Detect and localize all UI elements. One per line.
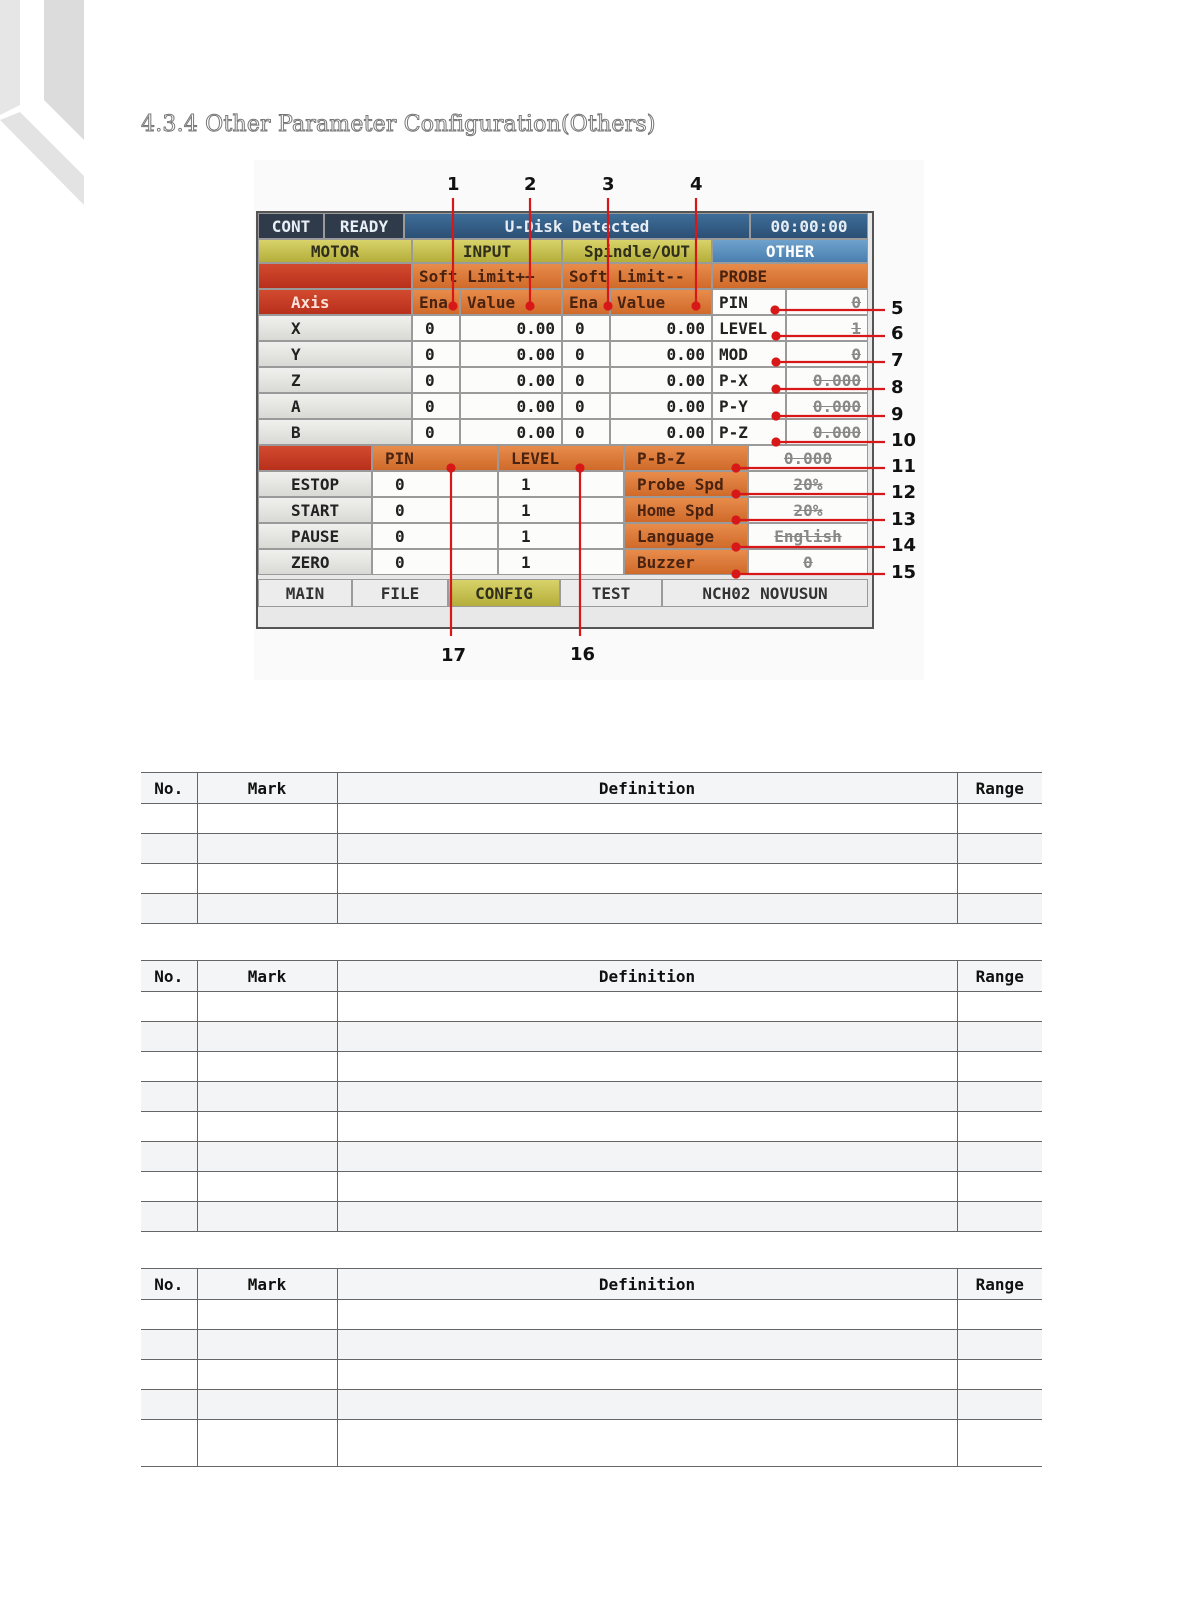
- tab-input[interactable]: INPUT: [412, 239, 562, 263]
- col-no: No.: [141, 961, 197, 992]
- ena-plus-a[interactable]: 0: [412, 393, 460, 419]
- io-pause-label: PAUSE: [258, 523, 372, 549]
- definition-table-2: [141, 960, 1042, 1232]
- status-message: U-Disk Detected: [404, 213, 750, 239]
- ena-minus-z[interactable]: 0: [562, 367, 610, 393]
- io-estop-pin[interactable]: 0: [372, 471, 498, 497]
- ena-minus-b[interactable]: 0: [562, 419, 610, 445]
- bottom-tab-test[interactable]: TEST: [560, 579, 662, 607]
- probe-px-value[interactable]: 0.000: [786, 367, 868, 393]
- col-no: No.: [141, 773, 197, 804]
- col-mark: Mark: [197, 1269, 337, 1300]
- table-row: [141, 1330, 1042, 1360]
- axis-a: A: [258, 393, 412, 419]
- status-mode: CONT: [258, 213, 324, 239]
- value-minus-a[interactable]: 0.00: [610, 393, 712, 419]
- status-timer: 00:00:00: [750, 213, 868, 239]
- axis-z: Z: [258, 367, 412, 393]
- io-start-pin[interactable]: 0: [372, 497, 498, 523]
- callout-2: 2: [524, 174, 537, 195]
- col-range: Range: [957, 961, 1042, 992]
- probe-py-label: P-Y: [712, 393, 786, 419]
- col-mark: Mark: [197, 961, 337, 992]
- table-row: [141, 1202, 1042, 1232]
- soft-limit-minus-header: Soft Limit--: [562, 263, 712, 289]
- io-blank-header: [258, 445, 372, 471]
- probe-px-label: P-X: [712, 367, 786, 393]
- callout-12: 12: [891, 482, 917, 503]
- callout-9: 9: [891, 404, 904, 425]
- probe-header: PROBE: [712, 263, 868, 289]
- callout-8: 8: [891, 377, 904, 398]
- table-row: [141, 1172, 1042, 1202]
- value-minus-z[interactable]: 0.00: [610, 367, 712, 393]
- callout-10: 10: [891, 430, 917, 451]
- bottom-model-label: NCH02 NOVUSUN: [662, 579, 868, 607]
- value-minus-y[interactable]: 0.00: [610, 341, 712, 367]
- blank-header: [258, 263, 412, 289]
- io-start-label: START: [258, 497, 372, 523]
- col-mark: Mark: [197, 773, 337, 804]
- ena-minus-y[interactable]: 0: [562, 341, 610, 367]
- controller-screen: [256, 211, 874, 629]
- tab-spindle-out[interactable]: Spindle/OUT: [562, 239, 712, 263]
- callout-3: 3: [602, 174, 615, 195]
- table-row: [141, 1142, 1042, 1172]
- soft-limit-plus-header: Soft Limit++: [412, 263, 562, 289]
- definition-table-1: [141, 772, 1042, 924]
- probe-spd-label: Probe Spd: [624, 471, 748, 497]
- probe-mod-value[interactable]: 0: [786, 341, 868, 367]
- value-plus-header: Value: [460, 289, 562, 315]
- probe-level-label: LEVEL: [712, 315, 786, 341]
- probe-pz-value[interactable]: 0.000: [786, 419, 868, 445]
- io-pause-pin[interactable]: 0: [372, 523, 498, 549]
- bottom-tab-config[interactable]: CONFIG: [448, 579, 560, 607]
- probe-mod-label: MOD: [712, 341, 786, 367]
- language-value[interactable]: English: [748, 523, 868, 549]
- ena-plus-x[interactable]: 0: [412, 315, 460, 341]
- io-zero-level[interactable]: 1: [498, 549, 624, 575]
- io-pin-header: PIN: [372, 445, 498, 471]
- value-minus-x[interactable]: 0.00: [610, 315, 712, 341]
- io-zero-label: ZERO: [258, 549, 372, 575]
- callout-13: 13: [891, 509, 917, 530]
- table-row: [141, 1052, 1042, 1082]
- pbz-label: P-B-Z: [624, 445, 748, 471]
- probe-pin-value[interactable]: 0: [786, 289, 868, 315]
- io-start-level[interactable]: 1: [498, 497, 624, 523]
- value-plus-b[interactable]: 0.00: [460, 419, 562, 445]
- callout-4: 4: [690, 174, 703, 195]
- home-spd-value[interactable]: 20%: [748, 497, 868, 523]
- ena-minus-header: Ena: [562, 289, 610, 315]
- table-row: [141, 1112, 1042, 1142]
- callout-11: 11: [891, 456, 917, 477]
- value-minus-b[interactable]: 0.00: [610, 419, 712, 445]
- corner-decoration: [0, 0, 90, 210]
- probe-pin-label: PIN: [712, 289, 786, 315]
- callout-15: 15: [891, 562, 917, 583]
- bottom-tab-main[interactable]: MAIN: [258, 579, 352, 607]
- col-definition: Definition: [337, 1269, 957, 1300]
- ena-plus-header: Ena: [412, 289, 460, 315]
- col-range: Range: [957, 1269, 1042, 1300]
- io-estop-label: ESTOP: [258, 471, 372, 497]
- table-row: [141, 1390, 1042, 1420]
- col-no: No.: [141, 1269, 197, 1300]
- io-zero-pin[interactable]: 0: [372, 549, 498, 575]
- io-level-header: LEVEL: [498, 445, 624, 471]
- io-estop-level[interactable]: 1: [498, 471, 624, 497]
- value-plus-z[interactable]: 0.00: [460, 367, 562, 393]
- io-pause-level[interactable]: 1: [498, 523, 624, 549]
- value-plus-a[interactable]: 0.00: [460, 393, 562, 419]
- probe-spd-value[interactable]: 20%: [748, 471, 868, 497]
- table-row: [141, 894, 1042, 924]
- value-plus-x[interactable]: 0.00: [460, 315, 562, 341]
- axis-header: Axis: [258, 289, 412, 315]
- ena-plus-z[interactable]: 0: [412, 367, 460, 393]
- ena-plus-y[interactable]: 0: [412, 341, 460, 367]
- bottom-tab-file[interactable]: FILE: [352, 579, 448, 607]
- callout-14: 14: [891, 535, 917, 556]
- probe-pz-label: P-Z: [712, 419, 786, 445]
- callout-7: 7: [891, 350, 904, 371]
- callout-16: 16: [570, 644, 596, 665]
- table-row: [141, 1082, 1042, 1112]
- ena-minus-x[interactable]: 0: [562, 315, 610, 341]
- value-minus-header: Value: [610, 289, 712, 315]
- axis-y: Y: [258, 341, 412, 367]
- buzzer-value[interactable]: 0: [748, 549, 868, 575]
- col-definition: Definition: [337, 773, 957, 804]
- ena-plus-b[interactable]: 0: [412, 419, 460, 445]
- callout-1: 1: [447, 174, 460, 195]
- probe-py-value[interactable]: 0.000: [786, 393, 868, 419]
- section-title: 4.3.4 Other Parameter Configuration(Others): [141, 112, 656, 137]
- table-row: [141, 804, 1042, 834]
- table-row: [141, 834, 1042, 864]
- col-definition: Definition: [337, 961, 957, 992]
- callout-6: 6: [891, 323, 904, 344]
- col-range: Range: [957, 773, 1042, 804]
- home-spd-label: Home Spd: [624, 497, 748, 523]
- table-row: [141, 1022, 1042, 1052]
- callout-17: 17: [441, 645, 467, 666]
- ena-minus-a[interactable]: 0: [562, 393, 610, 419]
- table-row: [141, 1300, 1042, 1330]
- probe-level-value[interactable]: 1: [786, 315, 868, 341]
- axis-x: X: [258, 315, 412, 341]
- value-plus-y[interactable]: 0.00: [460, 341, 562, 367]
- table-row: [141, 864, 1042, 894]
- status-state: READY: [324, 213, 404, 239]
- buzzer-label: Buzzer: [624, 549, 748, 575]
- callout-5: 5: [891, 298, 904, 319]
- tab-motor[interactable]: MOTOR: [258, 239, 412, 263]
- tab-other[interactable]: OTHER: [712, 239, 868, 263]
- definition-table-3: [141, 1268, 1042, 1467]
- table-row: [141, 1360, 1042, 1390]
- axis-b: B: [258, 419, 412, 445]
- table-row: [141, 992, 1042, 1022]
- pbz-value[interactable]: 0.000: [748, 445, 868, 471]
- table-row: [141, 1420, 1042, 1467]
- language-label: Language: [624, 523, 748, 549]
